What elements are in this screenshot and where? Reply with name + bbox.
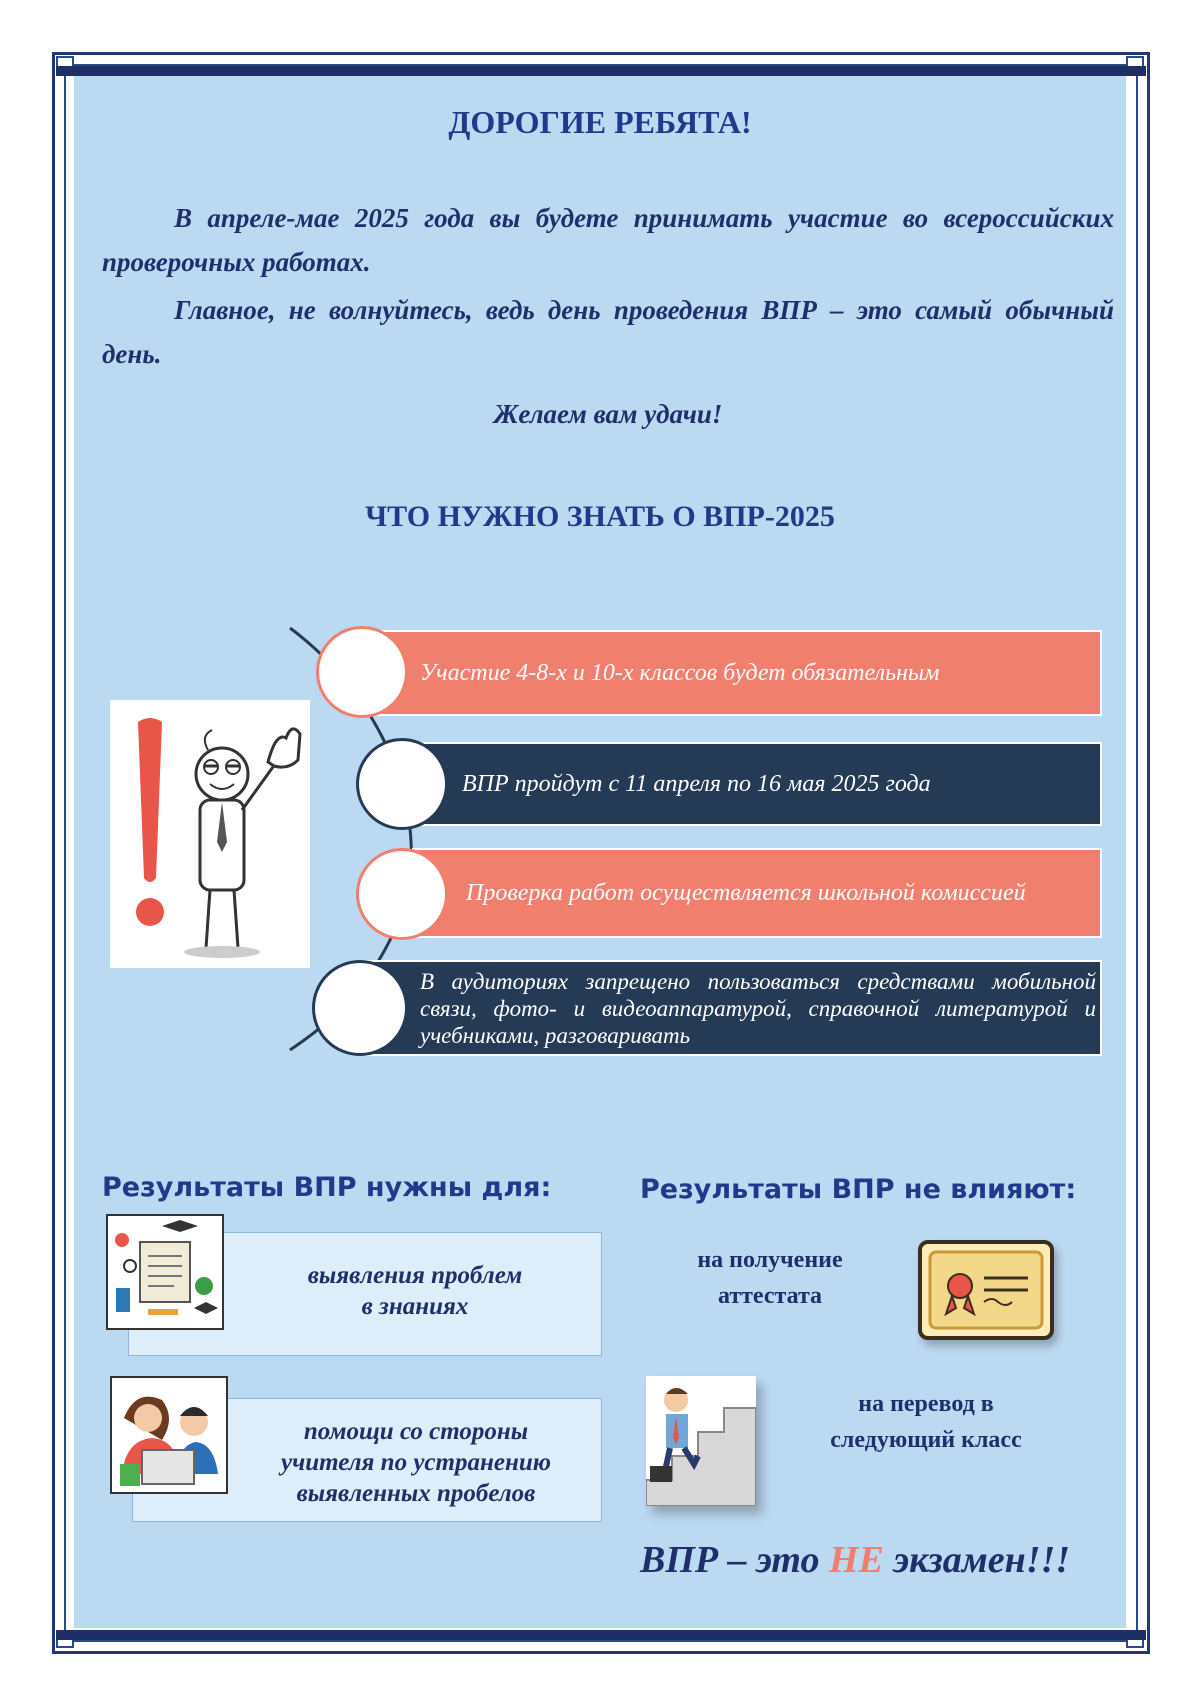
footer-highlight: НЕ xyxy=(828,1539,884,1581)
fact-bar-4 xyxy=(362,960,1102,1056)
needed-item-text-2: помощи со стороны учителя по устранению выявленных пробелов xyxy=(281,1418,551,1507)
needed-item-text-1: выявления проблем в знаниях xyxy=(307,1262,523,1320)
not-affect-text-1: на получение аттестата xyxy=(697,1247,843,1309)
fact-text-2: ВПР пройдут с 11 апреля по 16 мая 2025 года xyxy=(462,770,931,797)
top-band xyxy=(56,66,1146,76)
fact-bar-3 xyxy=(412,848,1102,938)
wish-text: Желаем вам удачи! xyxy=(493,399,723,429)
needed-heading: Результаты ВПР нужны для: xyxy=(102,1172,552,1203)
intro-paragraph-1: В апреле-мае 2025 года вы будете принимать участие во всероссийских проверочных работах. xyxy=(102,203,1114,277)
fact-circle-2 xyxy=(356,738,448,830)
bottom-band xyxy=(56,1630,1146,1640)
footer-part-2: экзамен!!! xyxy=(883,1539,1071,1581)
not-affect-text-2: на перевод в следующий класс xyxy=(830,1391,1022,1453)
certificate-icon xyxy=(918,1240,1054,1340)
fact-bar-1 xyxy=(362,630,1102,716)
fact-bar-2 xyxy=(404,742,1102,826)
exclamation-character-illustration xyxy=(110,700,310,968)
teacher-student-icon xyxy=(110,1376,228,1494)
not-affect-heading: Результаты ВПР не влияют: xyxy=(640,1174,1077,1205)
fact-circle-1 xyxy=(316,626,408,718)
fact-text-4: В аудиториях запрещено пользоваться средствами мобильной связи, фото- и видеоаппаратурой, справочной литературой и учебниками, разговаривать xyxy=(420,968,1096,1048)
fact-circle-3 xyxy=(356,848,448,940)
fact-text-1: Участие 4-8-х и 10-х классов будет обязательным xyxy=(420,659,940,686)
section-title: ЧТО НУЖНО ЗНАТЬ О ВПР-2025 xyxy=(365,500,835,533)
fact-text-3: Проверка работ осуществляется школьной комиссией xyxy=(466,880,1026,906)
fact-circle-4 xyxy=(312,960,408,1056)
stairs-climber-icon xyxy=(646,1376,756,1506)
education-collage-icon xyxy=(106,1214,224,1330)
intro-paragraph-2: Главное, не волнуйтесь, ведь день проведения ВПР – это самый обычный день. xyxy=(102,295,1114,369)
poster-title: ДОРОГИЕ РЕБЯТА! xyxy=(448,104,752,140)
footer-slogan xyxy=(640,1538,1100,1582)
footer-part-1: ВПР – это xyxy=(640,1539,829,1581)
